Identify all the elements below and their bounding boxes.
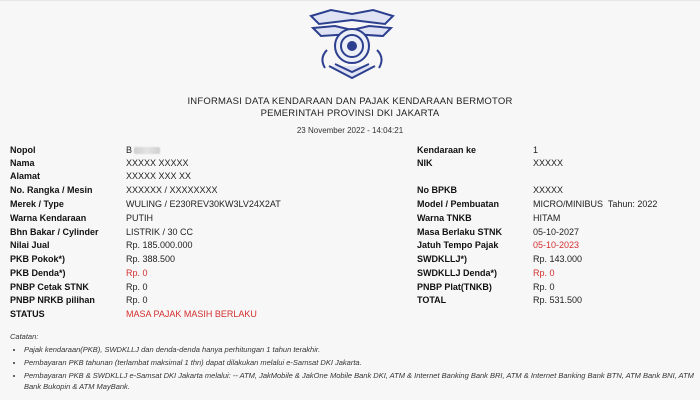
value-jatuh-tempo-pajak: 05-10-2023 (533, 240, 580, 250)
note-item: • Pembayaran PKB & SWDKLLJ e-Samsat DKI Jakarta melalui: -- ATM, JakMobile & JakOne Mobile Bank DKI, ATM & Internet Banking Bank BRI, ATM & Internet Banking Bank BTN, ATM Bank BNI, ATM Bank Bukopin & ATM MayBank. (24, 370, 695, 392)
label-warna: Warna Kendaraan (10, 213, 87, 223)
label-pkb-denda: PKB Denda*) (10, 268, 66, 278)
label-swdkllj: SWDKLLJ*) (417, 254, 467, 264)
value-pkb-denda: Rp. 0 (126, 268, 148, 278)
label-nik: NIK (417, 158, 433, 168)
value-masa-berlaku-stnk: 05-10-2027 (533, 227, 580, 237)
label-total: TOTAL (417, 295, 447, 305)
label-nilai-jual: Nilai Jual (10, 240, 50, 250)
note-item: • Pajak kendaraan(PKB), SWDKLLJ dan denda-denda hanya perhitungan 1 tahun terakhir. (24, 344, 695, 355)
notes-section (10, 331, 695, 394)
label-no-bpkb: No BPKB (417, 185, 457, 195)
page-header (0, 96, 700, 136)
polantas-emblem-icon (305, 6, 399, 82)
notes-heading: Catatan: (10, 332, 39, 341)
label-nama: Nama (10, 158, 35, 168)
value-swdkllj: Rp. 143.000 (533, 254, 583, 264)
header-title-2: PEMERINTAH PROVINSI DKI JAKARTA (260, 107, 440, 119)
value-nilai-jual: Rp. 185.000.000 (126, 240, 193, 250)
value-swdkllj-denda: Rp. 0 (533, 268, 555, 278)
label-pnbp-cetak-stnk: PNBP Cetak STNK (10, 282, 89, 292)
value-pnbp-cetak-stnk: Rp. 0 (126, 282, 148, 292)
value-warna-tnkb: HITAM (533, 213, 561, 223)
note-item: • Pembayaran PKB tahunan (terlambat maksimal 1 thn) dapat dilakukan melalui e-Samsat DKI Jakarta. (24, 357, 695, 368)
header-datetime: 23 November 2022 - 14:04:21 (296, 126, 404, 135)
label-warna-tnkb: Warna TNKB (417, 213, 472, 223)
value-warna: PUTIH (126, 213, 153, 223)
label-pnbp-plat: PNBP Plat(TNKB) (417, 282, 492, 292)
label-pkb-pokok: PKB Pokok*) (10, 254, 66, 264)
value-alamat: XXXXX XXX XX (126, 171, 192, 181)
value-pnbp-plat: Rp. 0 (533, 282, 555, 292)
label-rangka-mesin: No. Rangka / Mesin (10, 185, 93, 195)
label-status: STATUS (10, 309, 45, 319)
value-pnbp-nrkb: Rp. 0 (126, 295, 148, 305)
value-model-pembuatan: MICRO/MINIBUS Tahun: 2022 (533, 199, 658, 209)
label-alamat: Alamat (10, 171, 41, 181)
value-nama: XXXXX XXXXX (126, 158, 189, 168)
value-status: MASA PAJAK MASIH BERLAKU (126, 309, 257, 319)
label-pnbp-nrkb: PNBP NRKB pilihan (10, 295, 95, 305)
value-rangka-mesin: XXXXXX / XXXXXXXX (126, 185, 218, 195)
label-bahan-bakar: Bhn Bakar / Cylinder (10, 227, 99, 237)
header-title-1: INFORMASI DATA KENDARAAN DAN PAJAK KENDARAAN BERMOTOR (187, 96, 513, 107)
value-bahan-bakar: LISTRIK / 30 CC (126, 227, 194, 237)
value-merek-type: WULING / E230REV30KW3LV24X2AT (126, 199, 281, 209)
label-nopol: Nopol (10, 145, 36, 155)
label-masa-berlaku-stnk: Masa Berlaku STNK (417, 227, 503, 237)
label-jatuh-tempo-pajak: Jatuh Tempo Pajak (417, 240, 499, 250)
value-nopol: B (126, 144, 160, 157)
value-pkb-pokok: Rp. 388.500 (126, 254, 176, 264)
value-nik: XXXXX (533, 158, 564, 168)
label-swdkllj-denda: SWDKLLJ Denda*) (417, 268, 498, 278)
value-kendaraan-ke: 1 (533, 145, 539, 155)
notes-list (10, 344, 695, 392)
label-merek-type: Merek / Type (10, 199, 64, 209)
redacted-mark (134, 147, 160, 154)
label-model-pembuatan: Model / Pembuatan (417, 199, 500, 209)
value-no-bpkb: XXXXX (533, 185, 564, 195)
top-border (0, 0, 700, 1)
value-total: Rp. 531.500 (533, 295, 583, 305)
label-kendaraan-ke: Kendaraan ke (417, 145, 477, 155)
